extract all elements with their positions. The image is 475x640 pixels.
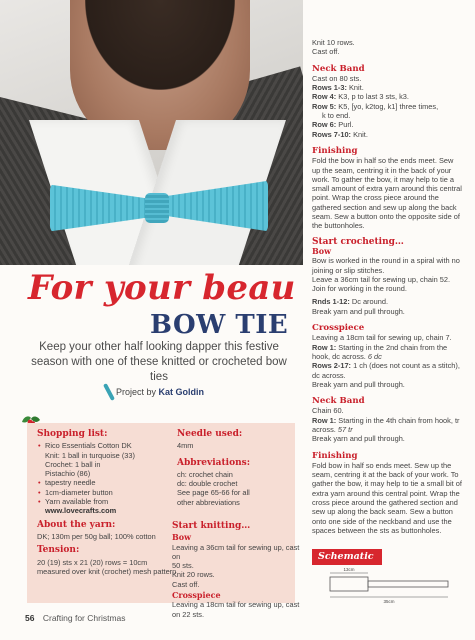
list-item: Pistachio (86) <box>45 469 91 479</box>
yarn-link[interactable]: www.lovecrafts.com <box>45 506 117 516</box>
byline: Project by Kat Goldin <box>116 387 205 397</box>
row-instruction: Rnds 1-12: Dc around. <box>312 297 389 307</box>
tension-text: 20 (19) sts x 21 (20) rows = 10cm measured over knit (crochet) mesh pattern <box>37 557 177 576</box>
row-instruction: Rows 7-10: Knit. <box>312 129 368 139</box>
crochet-finishing-heading: Finishing <box>312 450 358 461</box>
finishing-text: Fold the bow in half so the ends meet. Sew up the seam, centring it in the back of your work. To gather the bow, it may help to tie a small amount of extra yarn around this central point. Wrap the cross piece around the gathered section and sew up along the back seam. Sew a button onto the opposite side of the buttonholes. <box>312 156 462 231</box>
finishing-heading: Finishing <box>312 145 358 156</box>
start-knitting-section <box>172 522 300 619</box>
bow-step: Knit 20 rows. <box>172 570 215 580</box>
crochet-crosspiece-heading: Crosspiece <box>312 323 365 334</box>
materials-column-left <box>37 430 177 576</box>
crosspiece-heading: Crosspiece <box>172 590 221 601</box>
needle-size: 4mm <box>177 441 194 451</box>
about-yarn-heading: About the yarn: <box>37 519 116 530</box>
row-instruction: Row 5: K5, [yo, k2tog, k1] three times, <box>312 101 439 111</box>
page-number: 56 <box>25 613 35 623</box>
instructions-column: Knit 10 rows. Cast off. Neck Band Cast on 80 sts. Rows 1-3: Knit. Row 4: K3, p to last 3 sts, k3. Row 5: K5, [yo, k2tog, k1] three times, k to end. Row 6: Purl. Rows 7-10: Knit. Finishing Fold the bow in half so the ends meet. Sew up the seam, centring it in the back of your work. To gather the bow, it may help to tie a small amount of extra yarn around this central point. Wrap the cross piece around the gathered section and sew up along the back seam. Sew a button onto the opposite side of the buttonholes. Start crocheting… Bow Bow is worked in the round in a spiral with no joining or slip stitches. Leave a 36cm tail for sewing up, chain 52. Join for working in the round. Rnds 1-12: Dc around. Break yarn and pull through. Crosspiece Leaving a 18cm tail for sewing up, chain 7. Row 1: Starting in the 2nd chain from the hook, dc across. 6 dc Rows 2-17: 1 ch (does not count as a stitch), dc across. Break yarn and pull through. Neck Band Chain 60. Row 1: Starting in the 4th chain from hook, tr across. 57 tr Break yarn and pull through. Finishing Fold bow in half so ends meet. Sew up the seam, centring it at the back of your work. To gather the bow, it may help to tie a small bit of extra yarn around this central point. Wrap the cross piece around the gathered section and sew up along the back seam. Sew a button onto one side of the neckband and use the spaces between the sts as buttonholes. <box>312 38 462 535</box>
start-knitting-heading: Start knitting… <box>172 521 251 531</box>
crochet-finishing-text: Fold bow in half so ends meet. Sew up the seam, centring it at the back of your work. To gather the bow, it may help to tie a small bit of extra yarn around this central point. Wrap the cross piece around the gathered section and sew up along the back seam. Sew a button onto one side of the neckband and use the spaces between the sts as buttonholes. <box>312 460 462 535</box>
schematic-dim-bottom: 35cm <box>383 599 395 604</box>
schematic-diagram <box>312 565 462 607</box>
crochet-bow-heading: Bow <box>312 245 331 256</box>
row-instruction: Row 1: Starting in the 4th chain from hook, tr across. 57 tr <box>312 415 460 434</box>
list-item: • tapestry needle <box>37 478 177 487</box>
page-footer <box>25 613 126 623</box>
shopping-list <box>37 441 177 515</box>
abbreviation-item: See page 65-66 for all <box>177 488 250 498</box>
row-instruction: Rows 2-17: 1 ch (does not count as a stitch), dc across. <box>312 361 460 380</box>
about-yarn-text: DK; 130m per 50g ball; 100% cotton <box>37 531 156 541</box>
row-instruction: Row 1: Starting in the 2nd chain from the hook, dc across. 6 dc <box>312 342 448 361</box>
needle-heading: Needle used: <box>177 429 243 439</box>
list-item: Crochet: 1 ball in <box>45 459 101 469</box>
abbreviation-item: ch: crochet chain <box>177 469 233 479</box>
publication-name: Crafting for Christmas <box>42 613 126 623</box>
crosspiece-text: Leaving a 18cm tail for sewing up, cast on 22 sts. <box>172 600 300 619</box>
row-instruction: Row 6: Purl. <box>312 120 354 130</box>
author-name: Kat Goldin <box>158 387 205 397</box>
abbreviation-item: dc: double crochet <box>177 479 238 489</box>
materials-column-right <box>177 430 292 507</box>
shopping-list-heading: Shopping list: <box>37 429 108 439</box>
list-item: • Yarn available from <box>37 497 177 506</box>
list-item: • Rico Essentials Cotton DK <box>37 441 177 450</box>
page-title: BOW TIE <box>150 310 289 340</box>
bow-heading: Bow <box>172 532 191 543</box>
bow-step: Cast off. <box>172 579 200 589</box>
bow-tie-knot <box>145 193 169 223</box>
crochet-neckband-heading: Neck Band <box>312 396 365 407</box>
abbreviations-heading: Abbreviations: <box>177 457 251 468</box>
knitting-needle-icon <box>103 383 115 401</box>
row-instruction: Row 4: K3, p to last 3 sts, k3. <box>312 92 409 102</box>
start-crocheting-heading: Start crocheting… <box>312 236 404 247</box>
schematic-dim-top: 13cm <box>343 567 355 572</box>
row-instruction: Rows 1-3: Knit. <box>312 83 364 93</box>
bow-step: 50 sts. <box>172 561 194 571</box>
list-item: Knit: 1 ball in turquoise (33) <box>45 450 135 460</box>
intro-text: Keep your other half looking dapper this festive season with one of these knitted or crocheted bow ties <box>31 341 287 383</box>
schematic-label: Schematic <box>312 549 382 565</box>
list-item: • 1cm-diameter button <box>37 488 177 497</box>
tension-heading: Tension: <box>37 545 80 556</box>
hero-photo <box>0 0 303 265</box>
neckband-heading: Neck Band <box>312 63 365 74</box>
abbreviation-item: other abbreviations <box>177 497 240 507</box>
bow-step: Leaving a 36cm tail for sewing up, cast on <box>172 542 300 561</box>
row-instruction: k to end. <box>322 111 351 121</box>
title-script: For your beau <box>28 268 296 308</box>
